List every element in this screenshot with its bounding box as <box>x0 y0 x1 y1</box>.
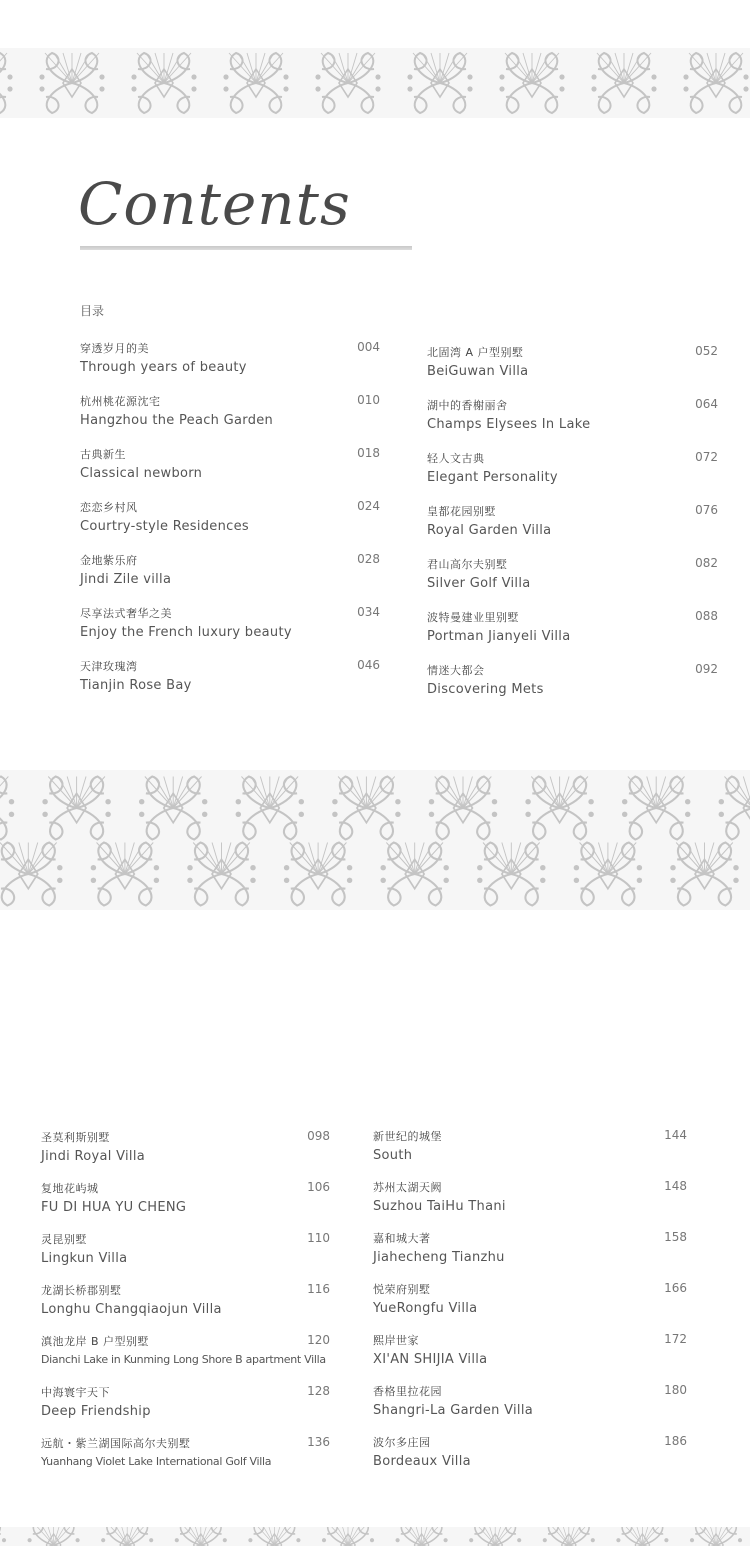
ornament-flourish <box>175 1538 179 1542</box>
ornament-flourish <box>248 1538 252 1542</box>
entry-english-title: Champs Elysees In Lake <box>427 417 591 432</box>
toc-entry[interactable] <box>373 1434 687 1485</box>
toc-entry[interactable] <box>41 1333 330 1384</box>
ornament-flourish <box>299 799 304 804</box>
entry-chinese-title: 滇池龙岸 B 户型别墅 <box>41 1335 150 1348</box>
ornament-flourish <box>492 812 497 817</box>
ornament-flourish <box>105 799 110 804</box>
ornament-flourish <box>525 799 530 804</box>
entry-english-title: Dianchi Lake in Kunming Long Shore B apartment Villa <box>41 1353 326 1366</box>
toc-entry[interactable] <box>41 1384 330 1435</box>
entry-chinese-title: 轻人文古典 <box>427 452 485 465</box>
ornament-flourish <box>743 74 748 79</box>
entry-chinese-title: 皇都花园别墅 <box>427 505 496 518</box>
ornament-flourish <box>543 1538 547 1542</box>
entry-chinese-title: 新世纪的城堡 <box>373 1130 442 1143</box>
entry-english-title: Discovering Mets <box>427 682 544 697</box>
entry-chinese-title: 灵昆别墅 <box>41 1233 87 1246</box>
entry-page-number: 018 <box>357 446 380 460</box>
ornament-flourish <box>296 1538 300 1542</box>
ornament-flourish <box>375 74 380 79</box>
entry-chinese-title: 远航・紫兰湖国际高尔夫别墅 <box>41 1437 191 1450</box>
ornament-flourish <box>139 812 144 817</box>
entry-page-number: 082 <box>695 556 718 570</box>
ornament-flourish <box>637 878 642 883</box>
toc-entry[interactable] <box>373 1281 687 1332</box>
ornament-flourish <box>467 74 472 79</box>
ornament-flourish <box>28 1538 32 1542</box>
contents-subtitle: 目录 <box>80 304 105 318</box>
ornament-flourish <box>154 865 159 870</box>
entry-chinese-title: 恋恋乡村风 <box>80 501 138 514</box>
ornament-flourish <box>574 865 579 870</box>
entry-chinese-title: 北固湾 A 户型别墅 <box>427 346 524 359</box>
ornament-flourish <box>380 865 385 870</box>
entry-english-title: South <box>373 1148 413 1163</box>
toc-entry[interactable] <box>80 658 380 711</box>
entry-english-title: Portman Jianyeli Villa <box>427 629 571 644</box>
entry-chinese-title: 古典新生 <box>80 448 126 461</box>
entry-page-number: 034 <box>357 605 380 619</box>
ornament-band-bottom <box>0 1527 750 1546</box>
ornament-flourish <box>395 812 400 817</box>
toc-entry[interactable] <box>80 605 380 658</box>
ornament-flourish <box>588 799 593 804</box>
ornament-flourish <box>685 812 690 817</box>
ornament-flourish <box>429 799 434 804</box>
ornament-flourish <box>223 1538 227 1542</box>
ornament-flourish <box>738 1538 742 1542</box>
entry-page-number: 180 <box>664 1383 687 1397</box>
entry-english-title: Jiahecheng Tianzhu <box>373 1250 505 1265</box>
ornament-flourish <box>202 799 207 804</box>
ornament-pattern <box>0 1527 750 1546</box>
ornament-flourish <box>664 1538 668 1542</box>
ornament-flourish <box>690 1538 694 1542</box>
entry-page-number: 172 <box>664 1332 687 1346</box>
entry-page-number: 098 <box>307 1129 330 1143</box>
entry-page-number: 092 <box>695 662 718 676</box>
ornament-flourish <box>332 799 337 804</box>
entry-english-title: Longhu Changqiaojun Villa <box>41 1302 222 1317</box>
entry-english-title: Shangri-La Garden Villa <box>373 1403 534 1418</box>
entry-page-number: 136 <box>307 1435 330 1449</box>
entry-page-number: 128 <box>307 1384 330 1398</box>
ornament-flourish <box>616 1538 620 1542</box>
ornament-flourish <box>131 86 136 91</box>
ornament-flourish <box>499 74 504 79</box>
ornament-flourish <box>651 74 656 79</box>
ornament-flourish <box>315 74 320 79</box>
ornament-flourish <box>591 1538 595 1542</box>
entry-english-title: BeiGuwan Villa <box>427 364 529 379</box>
entry-english-title: Through years of beauty <box>80 360 247 375</box>
entry-page-number: 148 <box>664 1179 687 1193</box>
toc-entry[interactable] <box>427 556 718 609</box>
entry-english-title: Courtry-style Residences <box>80 519 249 534</box>
toc-entry[interactable] <box>41 1435 330 1486</box>
entry-chinese-title: 杭州桃花源沈宅 <box>80 395 161 408</box>
toc-entry[interactable] <box>41 1282 330 1333</box>
toc-entry[interactable] <box>80 340 380 393</box>
ornament-flourish <box>332 812 337 817</box>
ornament-flourish <box>223 74 228 79</box>
ornament-flourish <box>154 878 159 883</box>
entry-english-title: FU DI HUA YU CHENG <box>41 1200 187 1215</box>
ornament-flourish <box>637 865 642 870</box>
ornament-flourish <box>91 878 96 883</box>
toc-entry[interactable] <box>427 662 718 715</box>
entry-english-title: Lingkun Villa <box>41 1251 128 1266</box>
entry-page-number: 004 <box>357 340 380 354</box>
ornament-flourish <box>407 74 412 79</box>
ornament-flourish <box>467 86 472 91</box>
ornament-flourish <box>42 812 47 817</box>
ornament-flourish <box>469 1538 473 1542</box>
ornament-flourish <box>443 865 448 870</box>
ornament-flourish <box>396 1538 400 1542</box>
ornament-flourish <box>375 86 380 91</box>
ornament-flourish <box>559 86 564 91</box>
toc-entry[interactable] <box>80 552 380 605</box>
ornament-flourish <box>283 74 288 79</box>
entry-chinese-title: 熙岸世家 <box>373 1334 419 1347</box>
entry-chinese-title: 金地紫乐府 <box>80 554 138 567</box>
entry-english-title: Silver Golf Villa <box>427 576 531 591</box>
entry-chinese-title: 复地花屿城 <box>41 1182 99 1195</box>
entry-chinese-title: 天津玫瑰湾 <box>80 660 138 673</box>
ornament-flourish <box>139 799 144 804</box>
ornament-flourish <box>651 86 656 91</box>
entry-page-number: 046 <box>357 658 380 672</box>
toc-entry[interactable] <box>41 1231 330 1282</box>
ornament-flourish <box>284 878 289 883</box>
ornament-flourish <box>9 799 14 804</box>
entry-page-number: 158 <box>664 1230 687 1244</box>
ornament-flourish <box>622 812 627 817</box>
ornament-flourish <box>76 1538 80 1542</box>
ornament-flourish <box>91 865 96 870</box>
ornament-flourish <box>39 74 44 79</box>
ornament-flourish <box>370 1538 374 1542</box>
ornament-flourish <box>315 86 320 91</box>
ornament-flourish <box>39 86 44 91</box>
ornament-flourish <box>299 812 304 817</box>
ornament-flourish <box>99 74 104 79</box>
entry-chinese-title: 尽享法式奢华之美 <box>80 607 172 620</box>
ornament-flourish <box>540 878 545 883</box>
ornament-flourish <box>283 86 288 91</box>
entry-english-title: Jindi Royal Villa <box>41 1149 145 1164</box>
entry-chinese-title: 苏州太湖天阙 <box>373 1181 442 1194</box>
entry-page-number: 064 <box>695 397 718 411</box>
entry-page-number: 166 <box>664 1281 687 1295</box>
ornament-flourish <box>444 1538 448 1542</box>
ornament-flourish <box>540 865 545 870</box>
toc-entry[interactable] <box>80 499 380 552</box>
page-title: Contents <box>78 170 351 238</box>
ornament-flourish <box>99 86 104 91</box>
toc-entry[interactable] <box>373 1179 687 1230</box>
entry-chinese-title: 湖中的香榭丽舍 <box>427 399 508 412</box>
ornament-flourish <box>683 74 688 79</box>
ornament-flourish <box>670 865 675 870</box>
toc-entry[interactable] <box>80 446 380 499</box>
toc-entry[interactable] <box>427 609 718 662</box>
entry-english-title: Enjoy the French luxury beauty <box>80 625 292 640</box>
entry-english-title: Yuanhang Violet Lake International Golf Villa <box>41 1455 272 1468</box>
entry-chinese-title: 嘉和城大著 <box>373 1232 431 1245</box>
toc-entry[interactable] <box>373 1128 687 1179</box>
ornament-flourish <box>7 74 12 79</box>
ornament-flourish <box>492 799 497 804</box>
entry-chinese-title: 波尔多庄园 <box>373 1436 431 1449</box>
ornament-flourish <box>236 812 241 817</box>
toc-entry[interactable] <box>427 397 718 450</box>
ornament-flourish <box>347 865 352 870</box>
ornament-flourish <box>591 74 596 79</box>
ornament-flourish <box>202 812 207 817</box>
ornament-flourish <box>250 865 255 870</box>
entry-chinese-title: 龙湖长桥郡别墅 <box>41 1284 122 1297</box>
ornament-flourish <box>250 878 255 883</box>
ornament-flourish <box>57 865 62 870</box>
ornament-flourish <box>733 878 738 883</box>
ornament-band-top <box>0 48 750 118</box>
ornament-flourish <box>236 799 241 804</box>
entry-page-number: 028 <box>357 552 380 566</box>
ornament-flourish <box>7 86 12 91</box>
ornament-flourish <box>622 799 627 804</box>
ornament-flourish <box>591 86 596 91</box>
toc-entry[interactable] <box>41 1180 330 1231</box>
ornament-flourish <box>101 1538 105 1542</box>
ornament-flourish <box>588 812 593 817</box>
entry-page-number: 120 <box>307 1333 330 1347</box>
entry-chinese-title: 波特曼建业里别墅 <box>427 611 519 624</box>
ornament-flourish <box>743 86 748 91</box>
toc-entry[interactable] <box>427 503 718 556</box>
ornament-flourish <box>131 74 136 79</box>
ornament-band-middle <box>0 770 750 910</box>
entry-english-title: Tianjin Rose Bay <box>80 678 192 693</box>
entry-page-number: 116 <box>307 1282 330 1296</box>
entry-page-number: 076 <box>695 503 718 517</box>
entry-chinese-title: 中海寰宇天下 <box>41 1386 110 1399</box>
toc-entry[interactable] <box>373 1230 687 1281</box>
ornament-flourish <box>559 74 564 79</box>
toc-column-4 <box>373 1128 687 1485</box>
entry-page-number: 010 <box>357 393 380 407</box>
toc-entry[interactable] <box>41 1129 330 1180</box>
title-underline <box>80 246 412 250</box>
entry-english-title: Suzhou TaiHu Thani <box>373 1199 506 1214</box>
ornament-flourish <box>191 74 196 79</box>
ornament-pattern <box>0 48 750 118</box>
ornament-flourish <box>525 812 530 817</box>
entry-chinese-title: 穿透岁月的美 <box>80 342 149 355</box>
ornament-flourish <box>2 1538 6 1542</box>
entry-page-number: 144 <box>664 1128 687 1142</box>
entry-english-title: Bordeaux Villa <box>373 1454 471 1469</box>
entry-page-number: 088 <box>695 609 718 623</box>
entry-page-number: 072 <box>695 450 718 464</box>
ornament-flourish <box>517 1538 521 1542</box>
toc-entry[interactable] <box>80 393 380 446</box>
ornament-flourish <box>187 865 192 870</box>
ornament-flourish <box>223 86 228 91</box>
ornament-flourish <box>477 865 482 870</box>
ornament-flourish <box>443 878 448 883</box>
ornament-flourish <box>719 799 724 804</box>
entry-english-title: Hangzhou the Peach Garden <box>80 413 274 428</box>
toc-entry[interactable] <box>427 450 718 503</box>
ornament-flourish <box>191 86 196 91</box>
ornament-pattern <box>0 770 750 910</box>
entry-page-number: 106 <box>307 1180 330 1194</box>
entry-chinese-title: 情迷大都会 <box>427 664 485 677</box>
entry-english-title: Royal Garden Villa <box>427 523 552 538</box>
entry-chinese-title: 悦荣府别墅 <box>373 1283 431 1296</box>
entry-english-title: Jindi Zile villa <box>80 572 172 587</box>
entry-chinese-title: 香格里拉花园 <box>373 1385 442 1398</box>
ornament-flourish <box>477 878 482 883</box>
toc-column-1 <box>80 340 380 711</box>
ornament-flourish <box>187 878 192 883</box>
ornament-flourish <box>57 878 62 883</box>
ornament-flourish <box>719 812 724 817</box>
ornament-flourish <box>429 812 434 817</box>
ornament-flourish <box>683 86 688 91</box>
toc-entry[interactable] <box>373 1383 687 1434</box>
ornament-flourish <box>149 1538 153 1542</box>
ornament-flourish <box>733 865 738 870</box>
entry-chinese-title: 圣莫利斯别墅 <box>41 1131 110 1144</box>
ornament-flourish <box>380 878 385 883</box>
ornament-flourish <box>685 799 690 804</box>
ornament-flourish <box>499 86 504 91</box>
ornament-flourish <box>395 799 400 804</box>
entry-chinese-title: 君山高尔夫别墅 <box>427 558 508 571</box>
entry-page-number: 110 <box>307 1231 330 1245</box>
ornament-flourish <box>574 878 579 883</box>
entry-english-title: YueRongfu Villa <box>373 1301 478 1316</box>
ornament-flourish <box>284 865 289 870</box>
entry-english-title: Deep Friendship <box>41 1404 151 1419</box>
ornament-flourish <box>347 878 352 883</box>
entry-page-number: 052 <box>695 344 718 358</box>
entry-english-title: Classical newborn <box>80 466 203 481</box>
toc-entry[interactable] <box>373 1332 687 1383</box>
ornament-flourish <box>670 878 675 883</box>
entry-english-title: Elegant Personality <box>427 470 558 485</box>
ornament-flourish <box>322 1538 326 1542</box>
ornament-flourish <box>407 86 412 91</box>
entry-page-number: 186 <box>664 1434 687 1448</box>
toc-column-2 <box>427 344 718 715</box>
toc-entry[interactable] <box>427 344 718 397</box>
ornament-flourish <box>42 799 47 804</box>
ornament-flourish <box>105 812 110 817</box>
toc-column-3 <box>41 1129 330 1486</box>
ornament-flourish <box>9 812 14 817</box>
entry-page-number: 024 <box>357 499 380 513</box>
entry-english-title: XI'AN SHIJIA Villa <box>373 1352 488 1367</box>
